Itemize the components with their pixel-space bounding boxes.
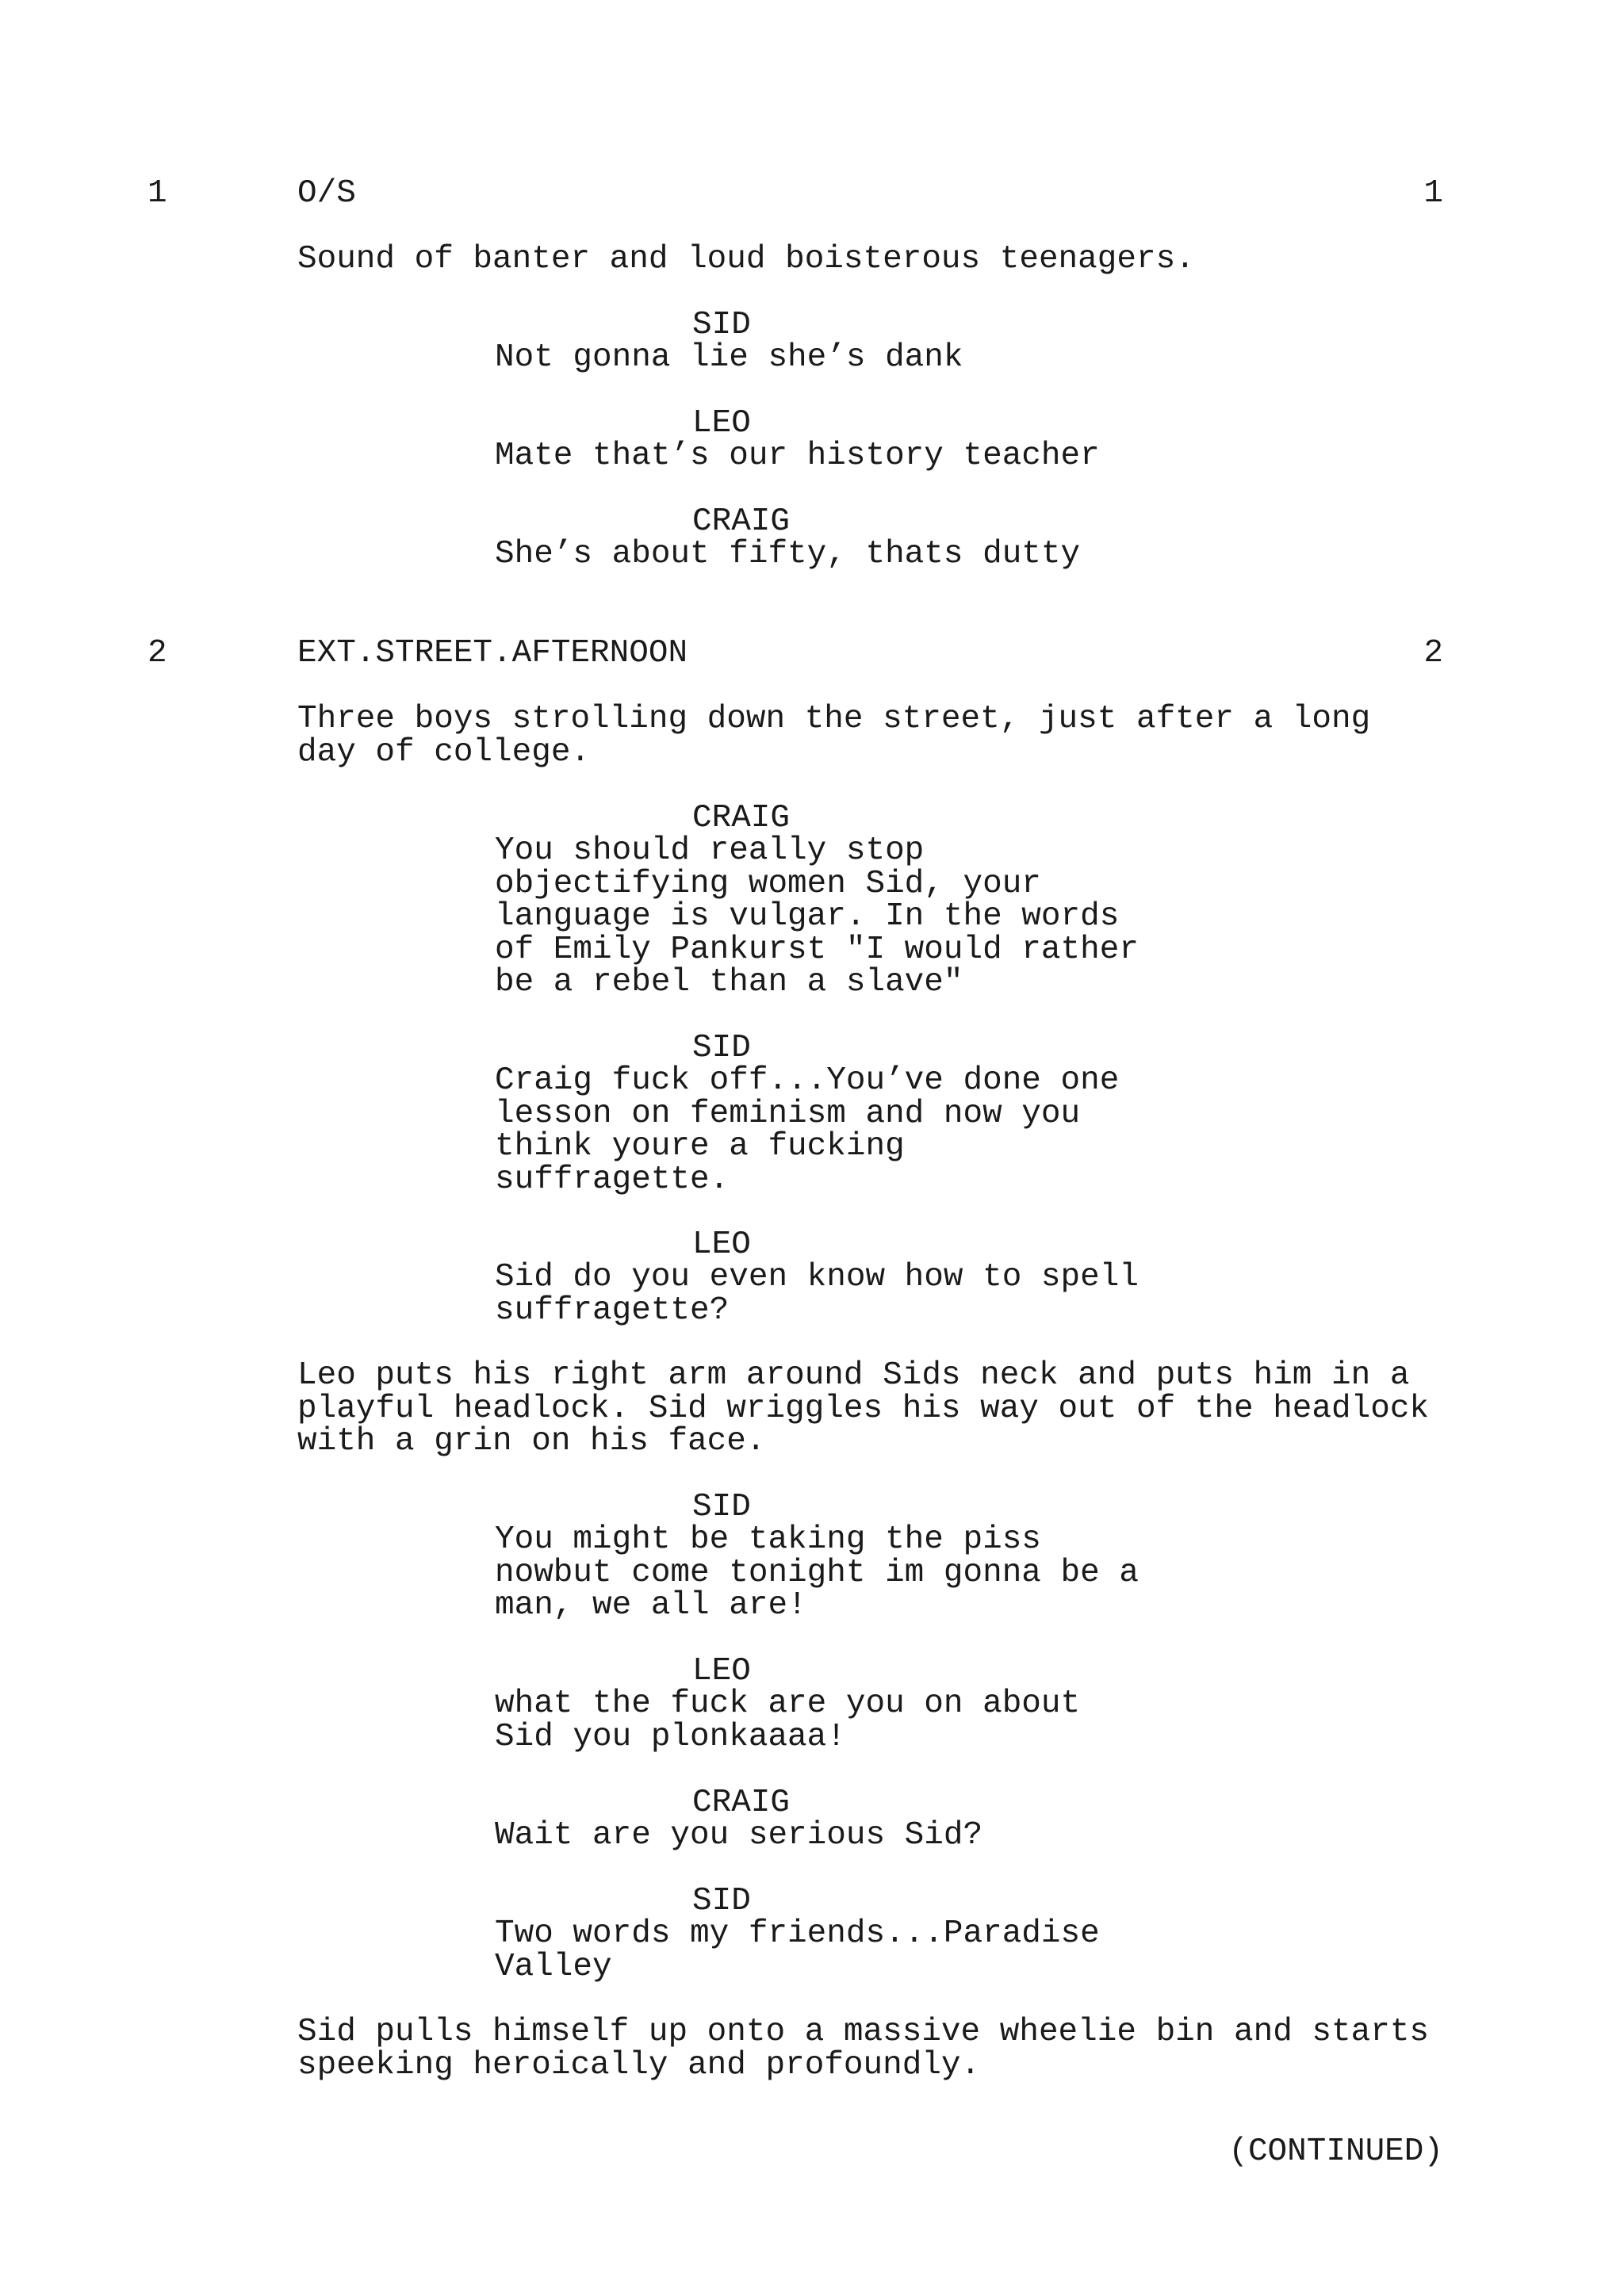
character-name: LEO xyxy=(692,1653,751,1689)
dialogue-text: Not gonna lie she’s dank xyxy=(495,339,963,376)
action-text: Leo puts his right arm around Sids neck and puts him in a playful headlock. Sid wriggles his way out of the headlock with a grin on his face. xyxy=(297,1357,1430,1460)
dialogue-text: Two words my friends...Paradise Valley xyxy=(495,1915,1100,1985)
continued-marker: (CONTINUED) xyxy=(1228,2133,1443,2170)
dialogue-text: Wait are you serious Sid? xyxy=(495,1817,983,1854)
dialogue-text: Sid do you even know how to spell suffragette? xyxy=(495,1259,1139,1329)
character-name: SID xyxy=(692,307,751,343)
scene-number-left: 2 xyxy=(147,635,167,672)
character-name: CRAIG xyxy=(692,800,791,836)
dialogue-text: You might be taking the piss nowbut come tonight im gonna be a man, we all are! xyxy=(495,1521,1139,1624)
character-name: CRAIG xyxy=(692,1785,791,1821)
character-name: SID xyxy=(692,1030,751,1066)
character-name: CRAIG xyxy=(692,503,791,540)
character-name: LEO xyxy=(692,405,751,442)
action-text: Sid pulls himself up onto a massive wheelie bin and starts speeking heroically and profoundly. xyxy=(297,2014,1430,2084)
action-text: Sound of banter and loud boisterous teenagers. xyxy=(297,241,1195,277)
scene-heading: EXT.STREET.AFTERNOON xyxy=(297,635,688,672)
dialogue-text: Craig fuck off...You’ve done one lesson on feminism and now you think youre a fucking suffragette. xyxy=(495,1062,1120,1198)
scene-number-right: 2 xyxy=(1423,635,1443,672)
action-text: Three boys strolling down the street, just after a long day of college. xyxy=(297,701,1371,771)
scene-number-left: 1 xyxy=(147,175,167,212)
character-name: SID xyxy=(692,1489,751,1525)
dialogue-text: what the fuck are you on about Sid you plonkaaaa! xyxy=(495,1686,1081,1755)
dialogue-text: She’s about fifty, thats dutty xyxy=(495,536,1081,572)
character-name: LEO xyxy=(692,1226,751,1263)
scene-heading: O/S xyxy=(297,175,356,212)
dialogue-text: Mate that’s our history teacher xyxy=(495,438,1100,474)
scene-number-right: 1 xyxy=(1423,175,1443,212)
character-name: SID xyxy=(692,1883,751,1919)
dialogue-text: You should really stop objectifying women Sid, your language is vulgar. In the words of Emily Pankurst "I would rather be a rebel than a slave" xyxy=(495,832,1139,1001)
